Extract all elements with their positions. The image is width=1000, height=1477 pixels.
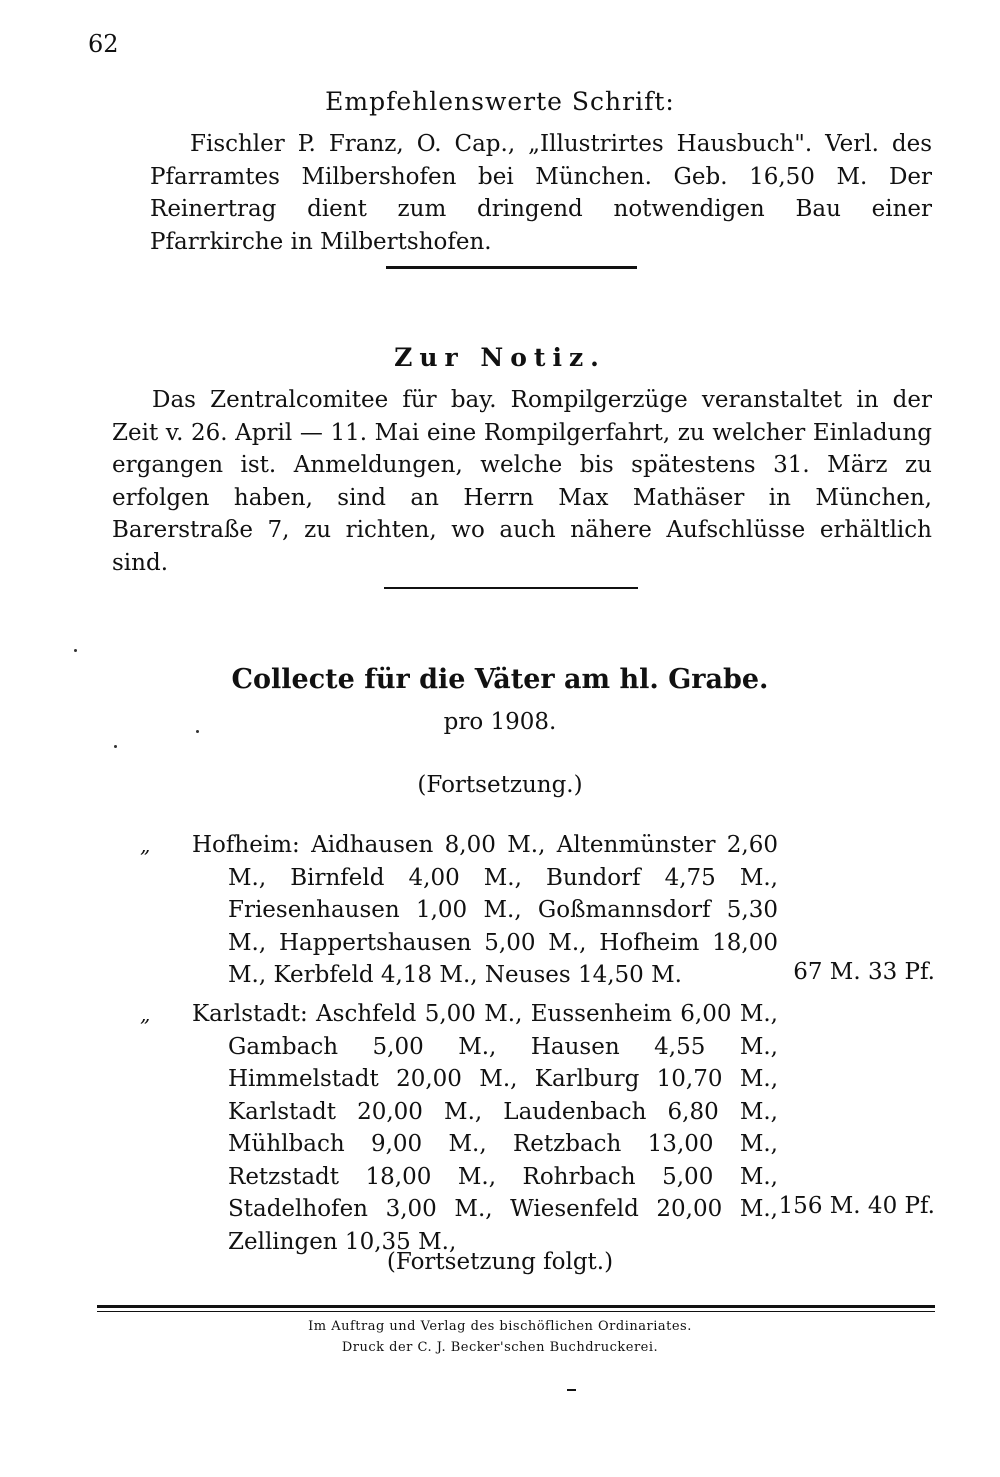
entry-text: Hofheim: Aidhausen 8,00 M., Altenmünster 2,60 M., Birnfeld 4,00 M., Bundorf 4,75 M., Friesenhausen 1,00 M., Goßmannsdorf 5,30 M., Happertshausen 5,00 M., Hofheim 18,00 M., Kerbfeld 4,18 M., Neuses 14,50 M. bbox=[192, 832, 778, 988]
notice-text bbox=[112, 384, 932, 579]
paper-speck bbox=[74, 649, 77, 652]
entry-total: 67 M. 33 Pf. bbox=[793, 959, 935, 985]
paper-speck bbox=[114, 745, 117, 748]
paper-speck bbox=[196, 730, 199, 733]
recommended-text bbox=[150, 128, 932, 258]
footer-publisher: Im Auftrag und Verlag des bischöflichen Ordinariates. bbox=[308, 1319, 692, 1334]
collection-heading: Collecte für die Väter am hl. Grabe. bbox=[231, 664, 769, 695]
ditto-mark: „ bbox=[140, 1002, 151, 1026]
entry-text: Karlstadt: Aschfeld 5,00 M., Eussenheim 6,00 M., Gambach 5,00 M., Hausen 4,55 M., Himmelstadt 20,00 M., Karlburg 10,70 M., Karlstadt 20,00 M., Laudenbach 6,80 M., Mühlbach 9,00 M., Retzbach 13,00 M., Retzstadt 18,00 M., Rohrbach 5,00 M., Stadelhofen 3,00 M., Wiesenfeld 20,00 M., Zellingen 10,35 M., bbox=[192, 1001, 778, 1255]
page-number: 62 bbox=[88, 30, 119, 58]
footer-rule-thin bbox=[97, 1311, 935, 1312]
footer-rule-thick bbox=[97, 1305, 935, 1308]
section-divider-1 bbox=[386, 266, 637, 269]
recommended-text-content: Fischler P. Franz, O. Cap., „Illustrirtes Hausbuch". Verl. des Pfarramtes Milbershofen bei München. Geb. 16,50 M. Der Reinertrag dient zum dringend notwendigen Bau einer Pfarrkirche in Milbertshofen. bbox=[150, 131, 932, 255]
ditto-mark: „ bbox=[140, 833, 151, 857]
footer-printer: Druck der C. J. Becker'schen Buchdruckerei. bbox=[341, 1340, 659, 1355]
notice-text-content: Das Zentralcomitee für bay. Rompilgerzüge veranstaltet in der Zeit v. 26. April — 11. Mai eine Rompilgerfahrt, zu welcher Einladung ergangen ist. Anmeldungen, welche bis spätestens 31. März zu erfolgen haben, sind an Herrn Max Mathäser in München, Barerstraße 7, zu richten, wo auch nähere Aufschlüsse erhältlich sind. bbox=[112, 387, 932, 576]
notice-heading: Zur Notiz. bbox=[394, 343, 606, 372]
paper-speck bbox=[567, 1389, 576, 1391]
section-divider-2 bbox=[384, 587, 638, 589]
recommended-heading: Empfehlenswerte Schrift: bbox=[325, 87, 675, 116]
collection-year: pro 1908. bbox=[443, 709, 557, 735]
collection-to-be-continued: (Fortsetzung folgt.) bbox=[386, 1249, 614, 1275]
entry-total: 156 M. 40 Pf. bbox=[778, 1193, 935, 1219]
collection-continuation: (Fortsetzung.) bbox=[417, 772, 583, 798]
